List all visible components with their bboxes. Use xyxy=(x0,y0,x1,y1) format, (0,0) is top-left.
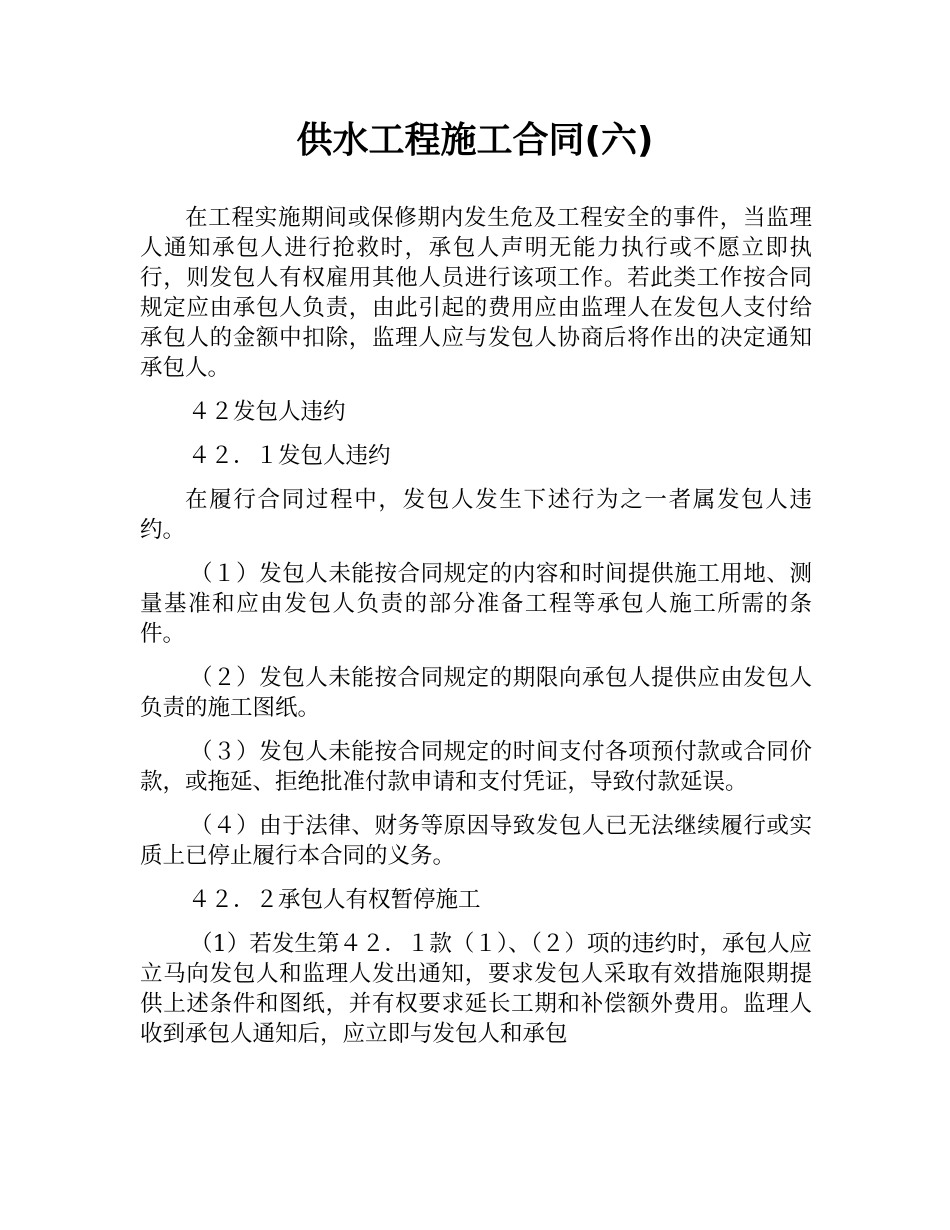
list-item-1: （１）发包人未能按合同规定的内容和时间提供施工用地、测量基准和应由发包人负责的部分准备工程等承包人施工所需的条件。 xyxy=(140,561,812,647)
document-body xyxy=(140,203,812,1063)
paragraph-suspension-1: （1）若发生第４２．１款（１）、（２）项的违约时，承包人应立马向发包人和监理人发出通知，要求发包人采取有效措施限期提供上述条件和图纸，并有权要求延长工期和补偿额外费用。监理人收到承包人通知后，应立即与发包人和承包 xyxy=(140,931,812,1047)
section-heading-42-1: ４２．１发包人违约 xyxy=(188,443,391,469)
list-item-2: （２）发包人未能按合同规定的期限向承包人提供应由发包人负责的施工图纸。 xyxy=(140,665,812,721)
section-heading-42: ４２发包人违约 xyxy=(188,399,346,425)
paragraph-emergency-rescue: 在工程实施期间或保修期内发生危及工程安全的事件，当监理人通知承包人进行抢救时，承包人声明无能力执行或不愿立即执行，则发包人有权雇用其他人员进行该项工作。若此类工作按合同规定应由承包人负责，由此引起的费用应由监理人在发包人支付给承包人的金额中扣除，监理人应与发包人协商后将作出的决定通知承包人。 xyxy=(140,205,812,381)
list-item-4: （４）由于法律、财务等原因导致发包人已无法继续履行或实质上已停止履行本合同的义务。 xyxy=(140,813,812,869)
document-title: 供水工程施工合同(六) xyxy=(296,120,654,161)
list-item-3: （３）发包人未能按合同规定的时间支付各项预付款或合同价款，或拖延、拒绝批准付款申请和支付凭证，导致付款延误。 xyxy=(140,739,812,795)
paragraph-employer-default-intro: 在履行合同过程中，发包人发生下述行为之一者属发包人违约。 xyxy=(140,487,812,543)
section-heading-42-2: ４２．２承包人有权暂停施工 xyxy=(188,887,481,913)
